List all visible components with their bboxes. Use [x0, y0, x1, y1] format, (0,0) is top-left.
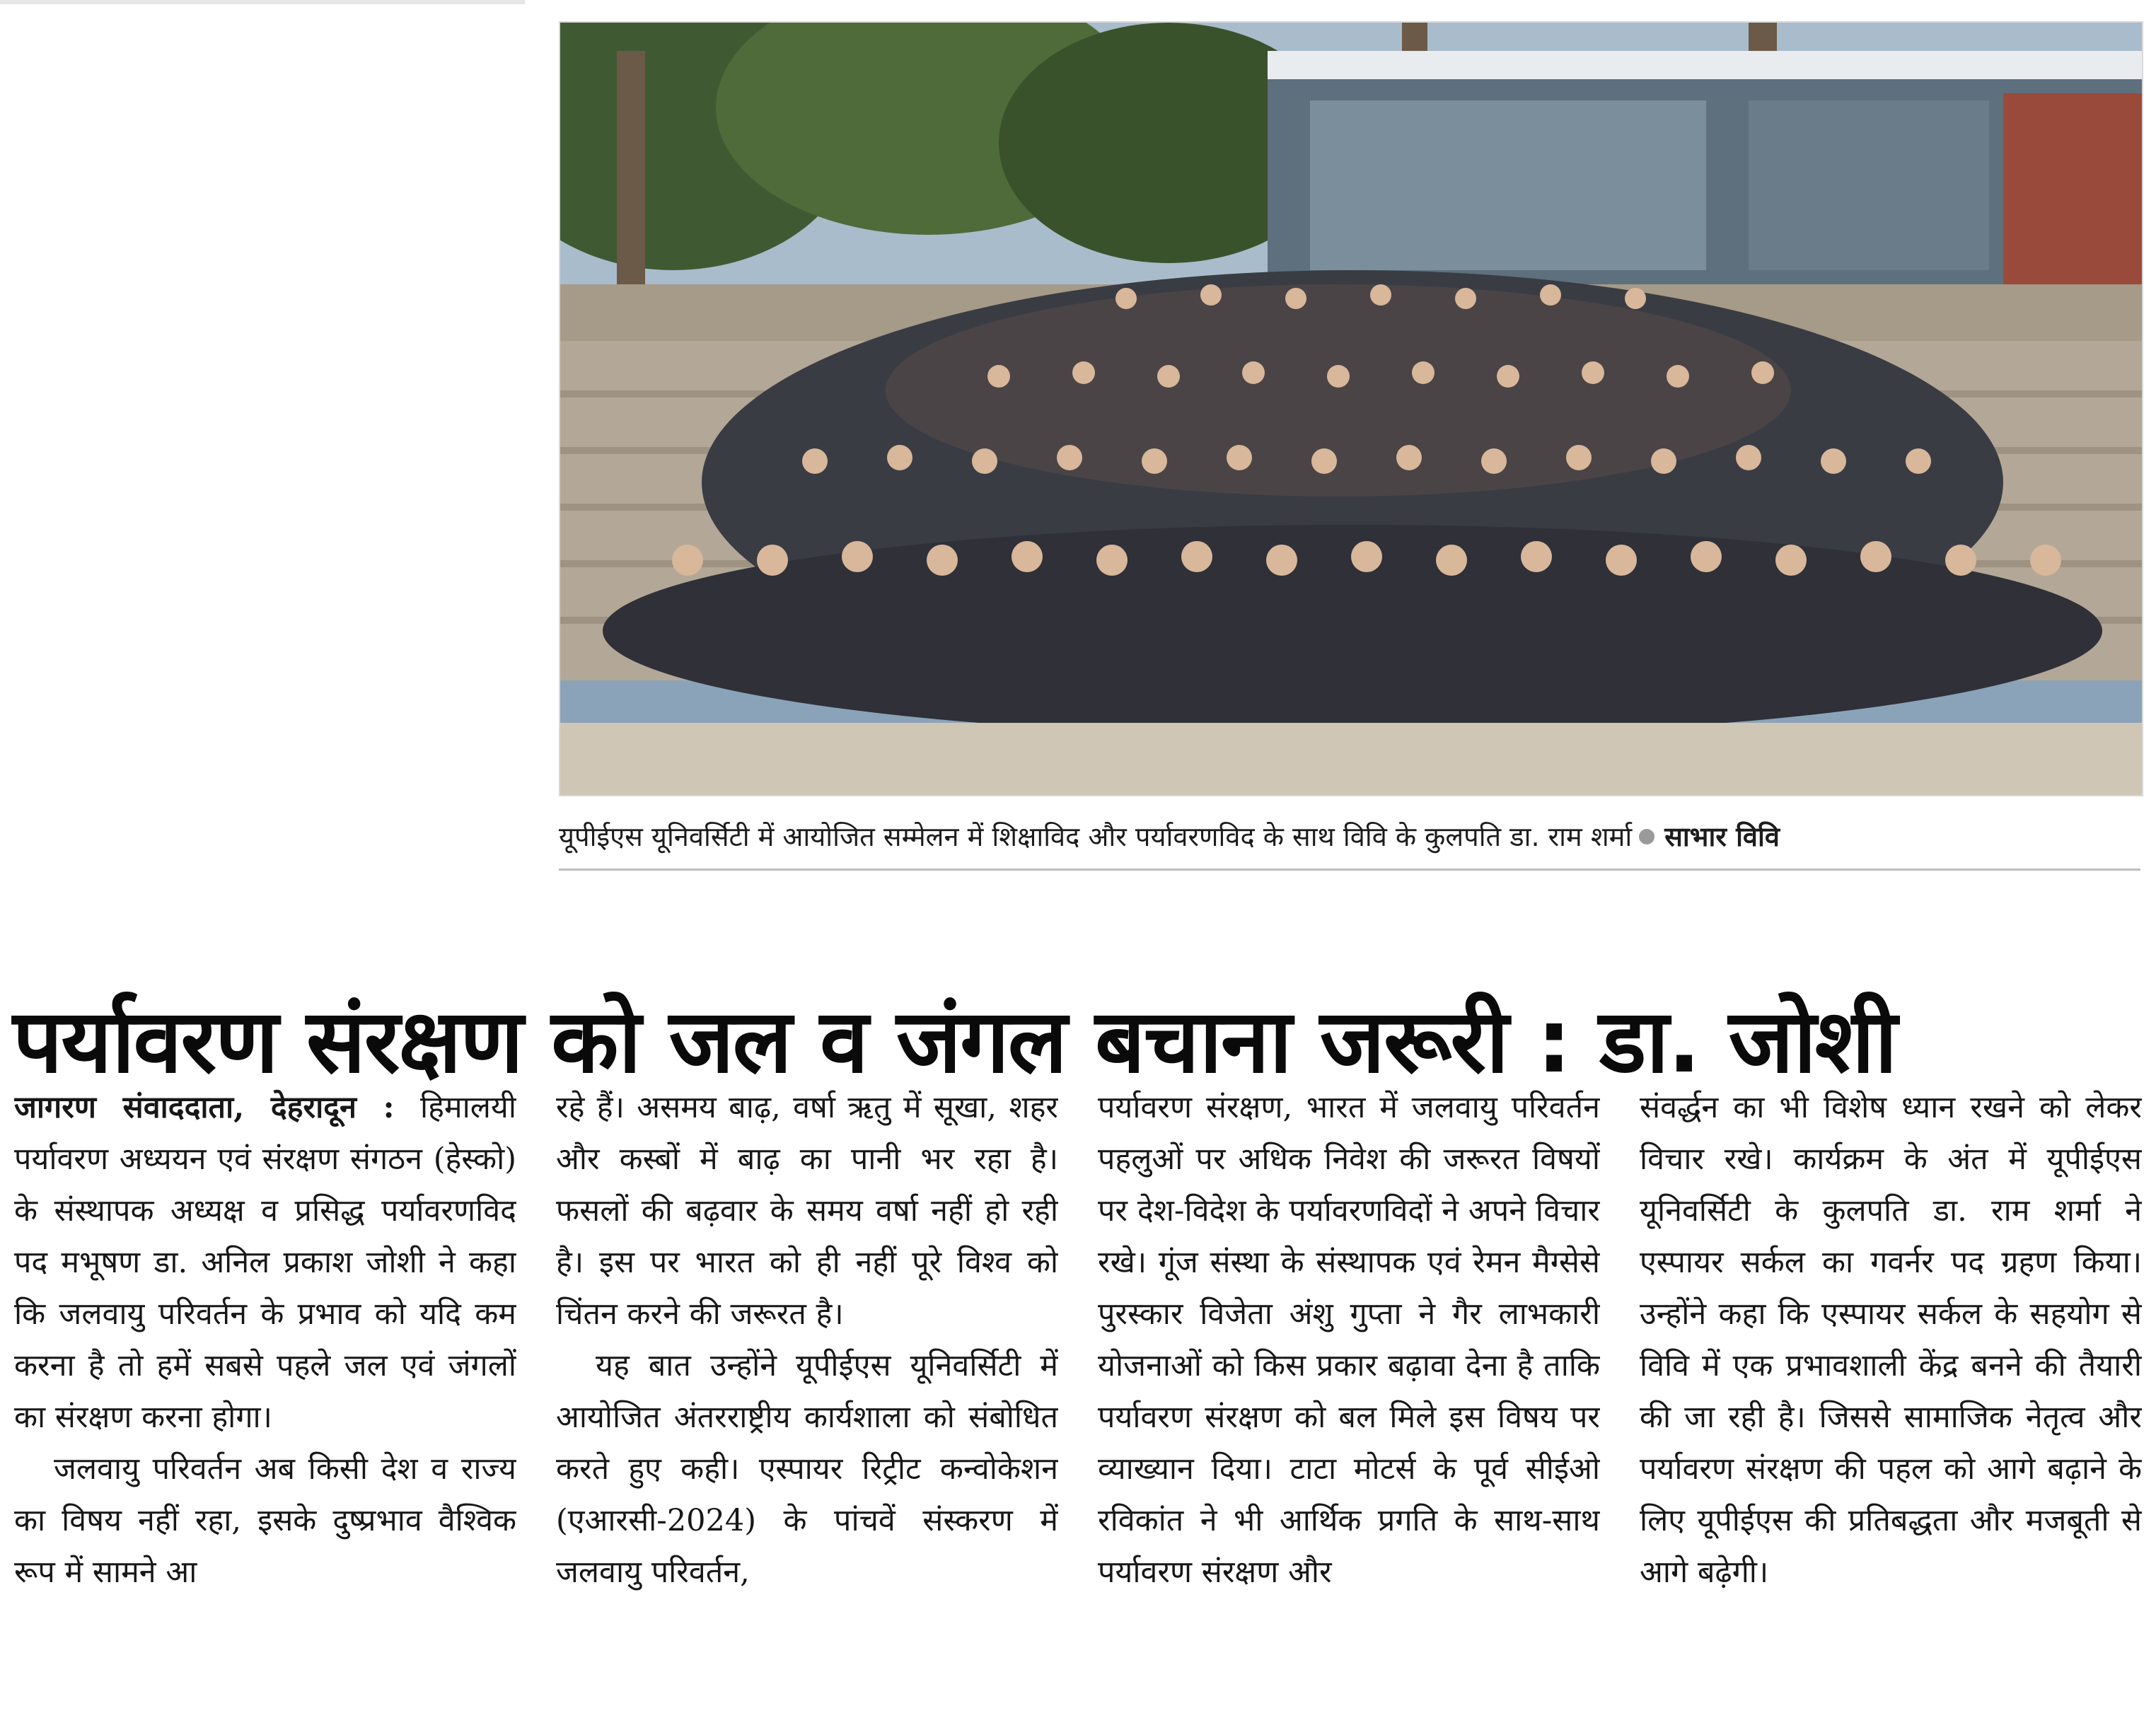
- photo-caption: [559, 812, 2140, 861]
- group-photo: [559, 21, 2143, 796]
- caption-divider: [559, 869, 2140, 871]
- article-column-2: [556, 1082, 1058, 1705]
- top-edge-line: [0, 0, 525, 4]
- group-photo-illustration: [560, 23, 2142, 795]
- caption-separator-dot: [1639, 829, 1654, 844]
- article-body: [14, 1082, 2142, 1705]
- caption-text: यूपीईएस यूनिवर्सिटी में आयोजित सम्मेलन में शिक्षाविद और पर्यावरणविद के साथ विवि के कुलपति डा. राम शर्मा: [559, 821, 1633, 852]
- article-headline: पर्यावरण संरक्षण को जल व जंगल बचाना जरूरी : डा. जोशी: [13, 991, 1896, 1093]
- blank-margin-area: [0, 0, 525, 866]
- col1-para2: जलवायु परिवर्तन अब किसी देश व राज्य का विषय नहीं रहा, इसके दुष्प्रभाव वैश्विक रूप में सामने आ: [14, 1451, 516, 1590]
- article-column-4: [1640, 1082, 2142, 1705]
- byline: जागरण संवाददाता, देहरादून :: [14, 1090, 395, 1125]
- col1-para1: हिमालयी पर्यावरण अध्ययन एवं संरक्षण संगठन (हेस्को) के संस्थापक अध्यक्ष व प्रसिद्ध पर्यावरणविद पद मभूषण डा. अनिल प्रकाश जोशी ने कहा कि जलवायु परिवर्तन के प्रभाव को यदि कम करना है तो हमें सबसे पहले जल एवं जंगलों का संरक्षण करना होगा।: [14, 1090, 516, 1435]
- col2-para2: यह बात उन्होंने यूपीईएस यूनिवर्सिटी में आयोजित अंतरराष्ट्रीय कार्यशाला को संबोधित करते हुए कही। एस्पायर रिट्रीट कन्वोकेशन (एआरसी-2024) के पांचवें संस्करण में जलवायु परिवर्तन,: [556, 1348, 1058, 1590]
- col4-para1: संवर्द्धन का भी विशेष ध्यान रखने को लेकर विचार रखे। कार्यक्रम के अंत में यूपीईएस यूनिवर्सिटी के कुलपति डा. राम शर्मा ने एस्पायर सर्कल का गवर्नर पद ग्रहण किया। उन्होंने कहा कि एस्पायर सर्कल के सहयोग से विवि में एक प्रभावशाली केंद्र बनने की तैयारी की जा रही है। जिससे सामाजिक नेतृत्व और पर्यावरण संरक्षण की पहल को आगे बढ़ाने के लिए यूपीईएस की प्रतिबद्धता और मजबूती से आगे बढ़ेगी।: [1640, 1090, 2142, 1590]
- article-column-1: [14, 1082, 516, 1705]
- col2-para1: रहे हैं। असमय बाढ़, वर्षा ऋतु में सूखा, शहर और कस्बों में बाढ़ का पानी भर रहा है। फसलों की बढ़वार के समय वर्षा नहीं हो रही है। इस पर भारत को ही नहीं पूरे विश्व को चिंतन करने की जरूरत है।: [556, 1090, 1058, 1332]
- byline-paragraph: [14, 1082, 516, 1444]
- article-column-3: [1098, 1082, 1600, 1705]
- col3-para1: पर्यावरण संरक्षण, भारत में जलवायु परिवर्तन पहलुओं पर अधिक निवेश की जरूरत विषयों पर देश-विदेश के पर्यावरणविदों ने अपने विचार रखे। गूंज संस्था के संस्थापक एवं रेमन मैग्सेसे पुरस्कार विजेता अंशु गुप्ता ने गैर लाभकारी योजनाओं को किस प्रकार बढ़ावा देना है ताकि पर्यावरण संरक्षण को बल मिले इस विषय पर व्याख्यान दिया। टाटा मोटर्स के पूर्व सीईओ रविकांत ने भी आर्थिक प्रगति के साथ-साथ पर्यावरण संरक्षण और: [1098, 1090, 1600, 1590]
- caption-credit: साभार विवि: [1664, 821, 1780, 852]
